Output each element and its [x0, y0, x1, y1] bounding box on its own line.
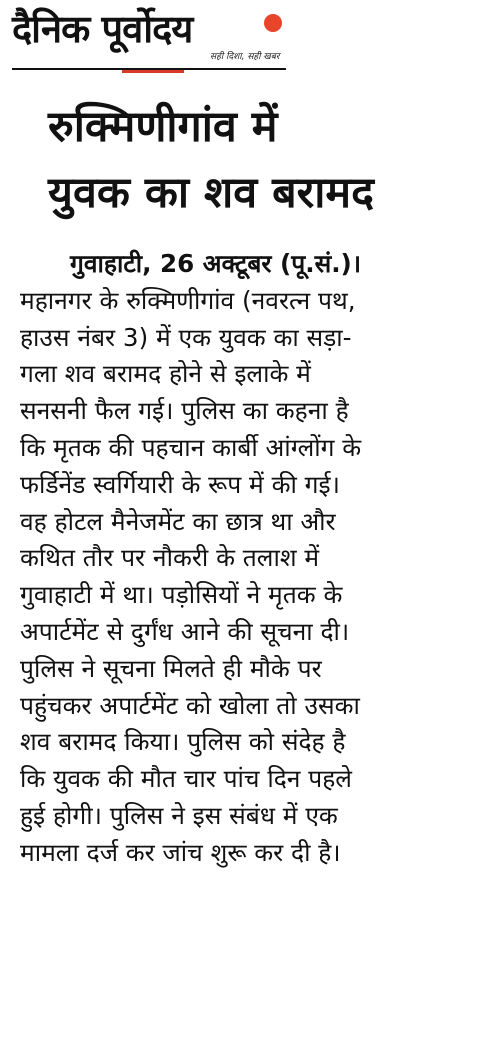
- body-line: गुवाहाटी में था। पड़ोसियों ने मृतक के: [20, 580, 343, 610]
- newspaper-logo: दैनिक पूर्वोदय: [12, 7, 193, 51]
- body-line: गला शव बरामद होने से इलाके में: [20, 359, 311, 389]
- body-line: हुई होगी। पुलिस ने इस संबंध में एक: [20, 800, 338, 830]
- masthead: [12, 4, 286, 70]
- body-line: कि मृतक की पहचान कार्बी आंग्लोंग के: [20, 432, 362, 462]
- body-line: शव बरामद किया। पुलिस को संदेह है: [20, 727, 346, 757]
- body-line: कि युवक की मौत चार पांच दिन पहले: [20, 764, 352, 794]
- body-line: वह होटल मैनेजमेंट का छात्र था और: [20, 506, 336, 536]
- body-line: हाउस नंबर 3) में एक युवक का सड़ा-: [20, 322, 352, 352]
- body-line: अपार्टमेंट से दुर्गंध आने की सूचना दी।: [20, 616, 350, 646]
- body-line: फर्डिनेंड स्वर्गियारी के रूप में की गई।: [20, 469, 340, 499]
- article-dateline: गुवाहाटी, 26 अक्टूबर (पू.सं.)।: [70, 249, 362, 278]
- article-body: [20, 246, 486, 872]
- masthead-accent-bar: [122, 70, 184, 73]
- body-line: महानगर के रुक्मिणीगांव (नवरत्न पथ,: [20, 285, 356, 315]
- body-line: पुलिस ने सूचना मिलते ही मौके पर: [20, 653, 322, 683]
- headline-line: युवक का शव बरामद: [48, 168, 374, 218]
- headline-line: रुक्मिणीगांव में: [48, 102, 278, 152]
- logo-dot-icon: [264, 14, 282, 32]
- body-line: सनसनी फैल गई। पुलिस का कहना है: [20, 396, 349, 426]
- article-headline: [48, 94, 488, 226]
- body-line: पहुंचकर अपार्टमेंट को खोला तो उसका: [20, 690, 360, 720]
- body-line: मामला दर्ज कर जांच शुरू कर दी है।: [20, 837, 341, 867]
- newspaper-tagline: सही दिशा, सही खबर: [210, 52, 280, 62]
- body-line: कथित तौर पर नौकरी के तलाश में: [20, 543, 320, 573]
